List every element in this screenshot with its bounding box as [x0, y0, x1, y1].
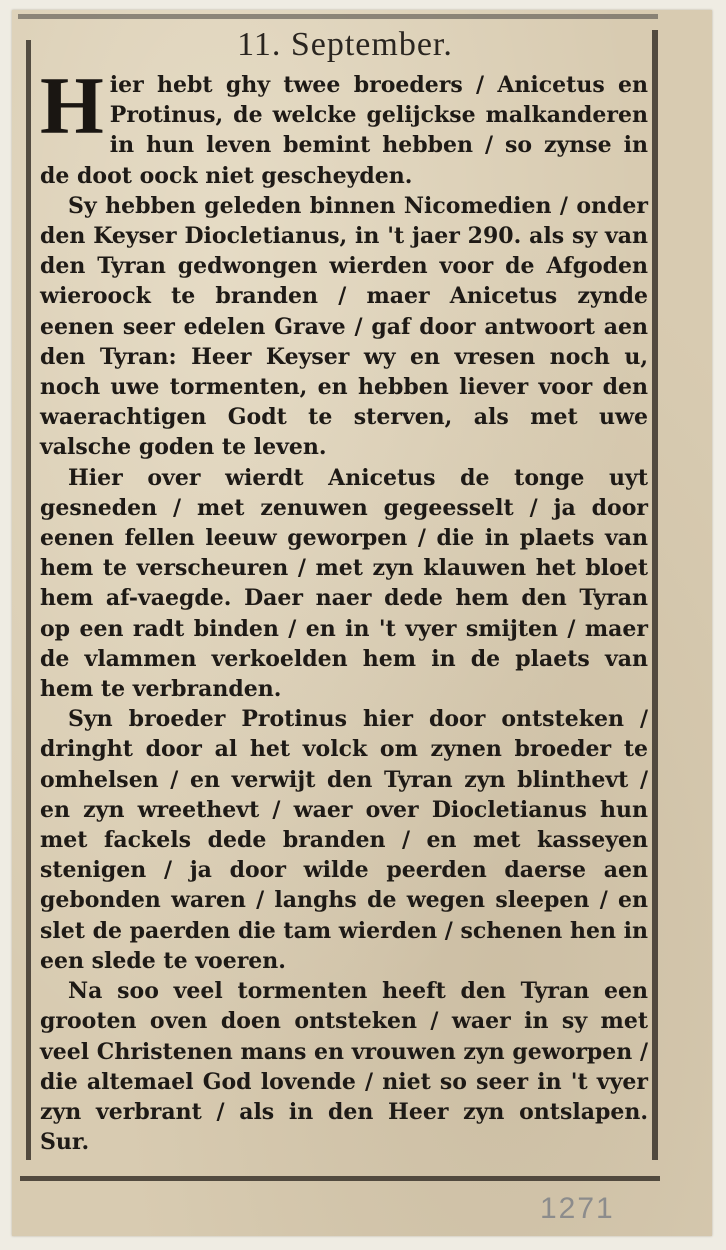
text-body: [40, 60, 648, 1157]
paragraph-1-text: ier hebt ghy twee broeders / Anicetus en Protinus, de welcke gelijckse malkanderen in hun leven bemint hebben / so zynse in de doot oock niet gescheyden.: [40, 72, 648, 189]
drop-cap: H: [40, 60, 104, 151]
catalog-number: 1271: [540, 1192, 615, 1225]
paragraph-1: [40, 60, 648, 191]
paragraph-4: Syn broeder Protinus hier door ontsteken / dringht door al het volck om zynen broeder te omhelsen / en verwijt den Tyran zyn blinthevt / en zyn wreethevt / waer over Diocletianus hun met fackels dede branden / en met kasseyen stenigen / ja door wilde peerden daerse aen gebonden waren / langhs de wegen sleepen / en slet de paerden die tam wierden / schenen hen in een slede te voeren.: [40, 706, 648, 974]
bottom-border-rule: [20, 1176, 660, 1181]
left-border-rule: [26, 40, 31, 1160]
paragraph-5: Na soo veel tormenten heeft den Tyran een grooten oven doen ontsteken / waer in sy met veel Christenen mans en vrouwen zyn geworpen / die altemael God lovende / niet so seer in 't vyer zyn verbrant / als in den Heer zyn ontslapen. Sur.: [40, 978, 648, 1156]
paragraph-3: Hier over wierdt Anicetus de tonge uyt gesneden / met zenuwen gegeesselt / ja door eenen fellen leeuw geworpen / die in plaets van hem te verscheuren / met zyn klauwen het bloet hem af-vaegde. Daer naer dede hem den Tyran op een radt binden / en in 't vyer smijten / maer de vlammen verkoelden hem in de plaets van hem te verbranden.: [40, 464, 648, 703]
paragraph-2: Sy hebben geleden binnen Nicomedien / onder den Keyser Diocletianus, in 't jaer 290. als sy van den Tyran gedwongen wierden voor de Afgoden wieroock te branden / maer Anicetus zynde eenen seer edelen Grave / gaf door antwoort aen den Tyran: Heer Keyser wy en vresen noch u, noch uwe tormenten, en hebben liever voor den waerachtigen Godt te sterven, als met uwe valsche goden te leven.: [40, 192, 648, 461]
page-title: 11. September.: [237, 26, 453, 63]
top-border-rule: [18, 14, 658, 19]
right-border-rule: [652, 30, 658, 1160]
